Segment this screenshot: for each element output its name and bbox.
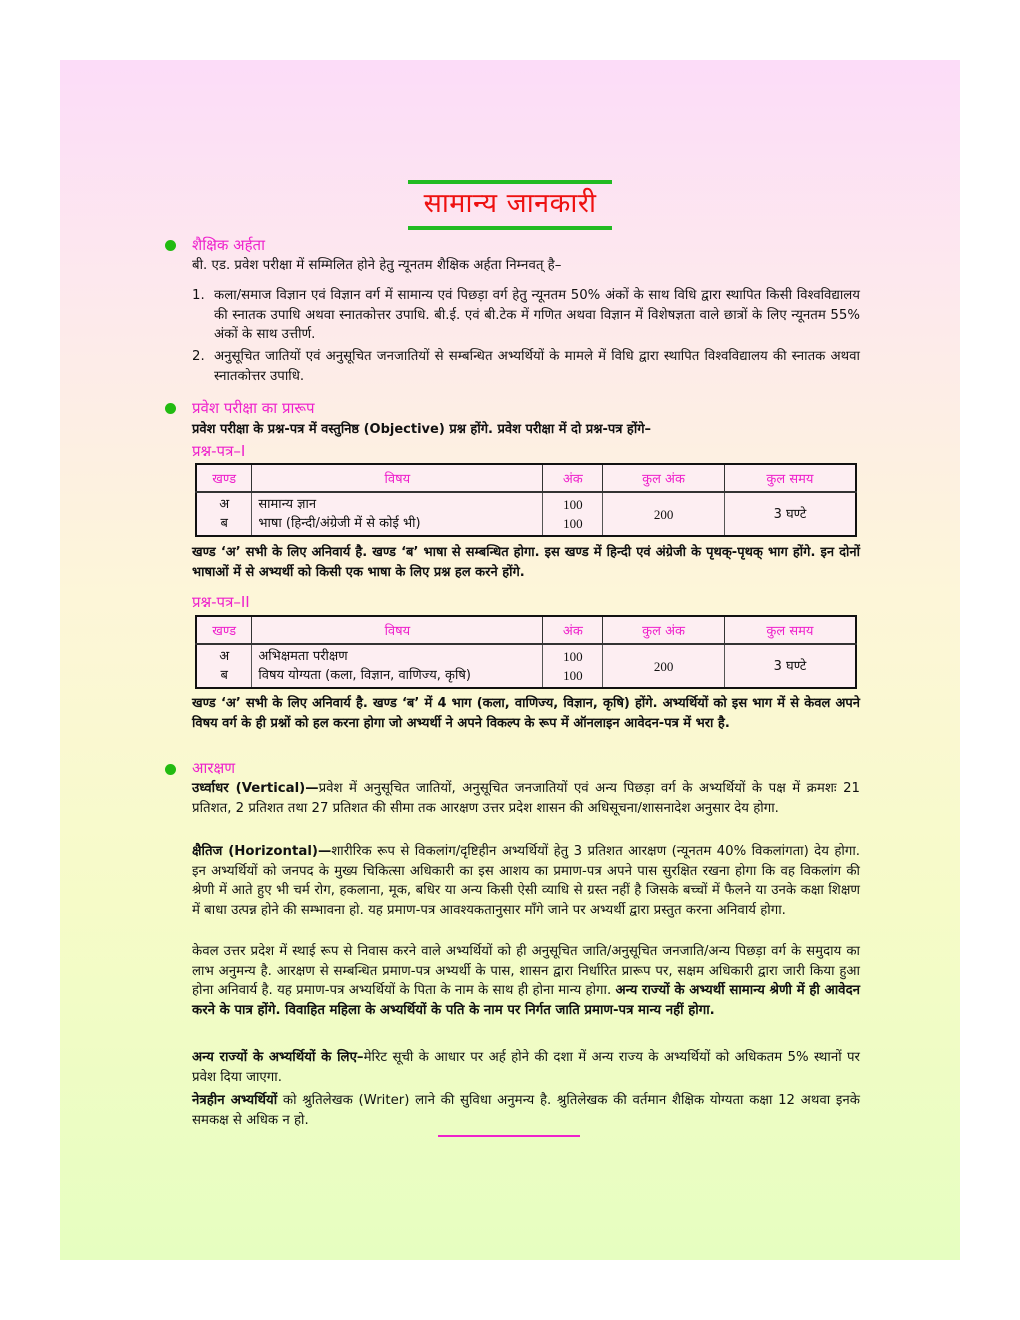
paper-1-table bbox=[195, 463, 857, 537]
vertical-label: उर्ध्वाधर (Vertical)— bbox=[192, 781, 319, 796]
reservation-blind bbox=[192, 1091, 860, 1130]
total-marks-cell: 200 bbox=[603, 644, 725, 688]
page-title-block bbox=[408, 180, 612, 230]
section-value: अ bbox=[219, 497, 230, 512]
subject-cell bbox=[252, 492, 543, 536]
other-states-label: अन्य राज्यों के अभ्यर्थियों के लिए– bbox=[192, 1050, 364, 1065]
reservation-vertical bbox=[192, 779, 860, 818]
bullet-icon bbox=[165, 240, 176, 251]
bullet-icon bbox=[165, 403, 176, 414]
column-header: कुल समय bbox=[724, 616, 856, 644]
paper-2-note: खण्ड ‘अ’ सभी के लिए अनिवार्य है. खण्ड ‘ब’ में 4 भाग (कला, वाणिज्य, विज्ञान, कृषि) होंगे. अभ्यर्थियों को इस भाग में से केवल अपने विषय वर्ग के ही प्रश्नों को हल करना होगा जो अभ्यर्थी ने अपने विकल्प के रूप में ऑनलाइन आवेदन-पत्र में भरा है. bbox=[192, 696, 860, 731]
list-text: अनुसूचित जातियों एवं अनुसूचित जनजातियों से सम्बन्धित अभ्यर्थियों के मामले में विधि द्वारा स्थापित विश्वविद्यालय की स्नातक अथवा स्नातकोत्तर उपाधि. bbox=[214, 349, 860, 384]
total-time-cell: 3 घण्टे bbox=[724, 492, 856, 536]
blind-label: नेत्रहीन अभ्यर्थियों bbox=[192, 1093, 278, 1108]
reservation-horizontal bbox=[192, 842, 860, 920]
column-header: खण्ड bbox=[196, 464, 252, 492]
subject-value: अभिक्षमता परीक्षण bbox=[258, 649, 348, 664]
list-text: कला/समाज विज्ञान एवं विज्ञान वर्ग में सामान्य एवं पिछड़ा वर्ग हेतु न्यूनतम 50% अंकों के साथ विधि द्वारा स्थापित किसी विश्वविद्यालय की स्नातक उपाधि अथवा स्नातकोत्तर उपाधि. बी.ई. एवं बी.टेक में गणित अथवा विज्ञान में विशेषज्ञता वाले छात्रों के लिए न्यूनतम 55% अंकों के साथ उत्तीर्ण. bbox=[214, 288, 860, 342]
vertical-text: प्रवेश में अनुसूचित जातियों, अनुसूचित जनजातियों एवं अन्य पिछड़ा वर्ग के अभ्यर्थियों के पक्ष में क्रमशः 21 प्रतिशत, 2 प्रतिशत तथा 27 प्रतिशत की सीमा तक आरक्षण उत्तर प्रदेश शासन की अधिसूचना/शासनादेश अनुसार देय होगा. bbox=[192, 781, 860, 816]
title-bottom-rule bbox=[408, 226, 612, 230]
section-value: ब bbox=[220, 668, 228, 683]
horizontal-label: क्षैतिज (Horizontal)— bbox=[192, 844, 332, 859]
paper-1-note: खण्ड ‘अ’ सभी के लिए अनिवार्य है. खण्ड ‘ब’ भाषा से सम्बन्धित होगा. इस खण्ड में हिन्दी एवं अंग्रेजी के पृथक्-पृथक् भाग होंगे. इन दोनों भाषाओं में से अभ्यर्थी को किसी एक भाषा के लिए प्रश्न हल करने होंगे. bbox=[192, 545, 860, 580]
marks-value: 100 bbox=[563, 497, 583, 512]
marks-value: 100 bbox=[563, 668, 583, 683]
section-heading-exam-format: प्रवेश परीक्षा का प्रारूप bbox=[192, 399, 315, 417]
bullet-icon bbox=[165, 764, 176, 775]
qualification-item-1 bbox=[192, 286, 860, 345]
subject-cell bbox=[252, 644, 543, 688]
domicile-text: केवल उत्तर प्रदेश में स्थाई रूप से निवास करने वाले अभ्यर्थियों को ही अनुसूचित जाति/अनुसूचित जनजाति/अन्य पिछड़ा वर्ग के समुदाय का लाभ अनुमन्य है. आरक्षण से सम्बन्धित प्रमाण-पत्र अभ्यर्थी के पास, शासन द्वारा निर्धारित प्रारूप पर, सक्षम अधिकारी द्वारा जारी किया हुआ होना अनिवार्य है. यह प्रमाण-पत्र अभ्यर्थियों के पिता के नाम के साथ ही होना मान्य होगा. bbox=[192, 944, 860, 998]
subject-value: सामान्य ज्ञान bbox=[258, 497, 317, 512]
total-time-cell: 3 घण्टे bbox=[724, 644, 856, 688]
column-header: विषय bbox=[252, 616, 543, 644]
other-states-text: मेरिट सूची के आधार पर अर्ह होने की दशा में अन्य राज्य के अभ्यर्थियों को अधिकतम 5% स्थानों पर प्रवेश दिया जाएगा. bbox=[192, 1050, 860, 1085]
qualification-intro: बी. एड. प्रवेश परीक्षा में सम्मिलित होने हेतु न्यूनतम शैक्षिक अर्हता निम्नवत् है– bbox=[192, 258, 562, 273]
section-heading-qualification: शैक्षिक अर्हता bbox=[192, 236, 265, 254]
column-header: विषय bbox=[252, 464, 543, 492]
column-header: खण्ड bbox=[196, 616, 252, 644]
page-title: सामान्य जानकारी bbox=[423, 188, 597, 219]
paper-1-label: प्रश्न-पत्र–I bbox=[192, 442, 246, 460]
domicile-bold-text: अन्य राज्यों के अभ्यर्थी सामान्य श्रेणी में ही आवेदन करने के पात्र होंगे. विवाहित महिला के अभ्यर्थियों के पति के नाम पर निर्गत जाति प्रमाण-पत्र मान्य नहीं होगा. bbox=[192, 983, 861, 1018]
end-divider bbox=[438, 1135, 580, 1137]
section-value: अ bbox=[219, 649, 230, 664]
reservation-domicile bbox=[192, 942, 860, 1020]
reservation-other-states bbox=[192, 1048, 860, 1087]
section-value: ब bbox=[220, 516, 228, 531]
table-row bbox=[196, 492, 856, 536]
column-header: कुल अंक bbox=[603, 616, 725, 644]
horizontal-text: शारीरिक रूप से विकलांग/दृष्टिहीन अभ्यर्थियों हेतु 3 प्रतिशत आरक्षण (न्यूनतम 40% विकलांगता) देय होगा. इन अभ्यर्थियों को जनपद के मुख्य चिकित्सा अधिकारी का इस आशय का प्रमाण-पत्र अपने पास सुरक्षित रखना होगा कि वह विकलांग की श्रेणी में आते हुए भी चर्म रोग, हकलाना, मूक, बधिर या अन्य किसी ऐसी व्याधि से ग्रस्त नहीं है जिसके बच्चों में फैलने या उनके कक्षा शिक्षण में बाधा उत्पन्न होने की सम्भावना हो. यह प्रमाण-पत्र आवश्यकतानुसार माँगे जाने पर अभ्यर्थी द्वारा प्रस्तुत करना अनिवार्य होगा. bbox=[192, 844, 860, 918]
section-heading-reservation: आरक्षण bbox=[192, 759, 236, 777]
table-header-row bbox=[196, 616, 856, 644]
marks-value: 100 bbox=[563, 649, 583, 664]
total-marks-cell: 200 bbox=[603, 492, 725, 536]
paper-2-label: प्रश्न-पत्र–II bbox=[192, 593, 250, 611]
subject-value: भाषा (हिन्दी/अंग्रेजी में से कोई भी) bbox=[258, 516, 421, 531]
column-header: अंक bbox=[543, 616, 603, 644]
blind-text: को श्रुतिलेखक (Writer) लाने की सुविधा अनुमन्य है. श्रुतिलेखक की वर्तमान शैक्षिक योग्यता कक्षा 12 अथवा इनके समकक्ष से अधिक न हो. bbox=[192, 1093, 860, 1128]
exam-format-intro: प्रवेश परीक्षा के प्रश्न-पत्र में वस्तुनिष्ठ (Objective) प्रश्न होंगे. प्रवेश परीक्षा में दो प्रश्न-पत्र होंगे– bbox=[192, 422, 652, 437]
marks-cell bbox=[543, 644, 603, 688]
subject-value: विषय योग्यता (कला, विज्ञान, वाणिज्य, कृषि) bbox=[258, 668, 471, 683]
marks-cell bbox=[543, 492, 603, 536]
table-header-row bbox=[196, 464, 856, 492]
section-cell bbox=[196, 492, 252, 536]
list-number: 2. bbox=[192, 349, 205, 364]
column-header: अंक bbox=[543, 464, 603, 492]
column-header: कुल समय bbox=[724, 464, 856, 492]
marks-value: 100 bbox=[563, 516, 583, 531]
column-header: कुल अंक bbox=[603, 464, 725, 492]
document-page bbox=[60, 60, 960, 1260]
list-number: 1. bbox=[192, 288, 205, 303]
qualification-item-2 bbox=[192, 347, 860, 386]
table-row bbox=[196, 644, 856, 688]
paper-2-table bbox=[195, 615, 857, 689]
section-cell bbox=[196, 644, 252, 688]
